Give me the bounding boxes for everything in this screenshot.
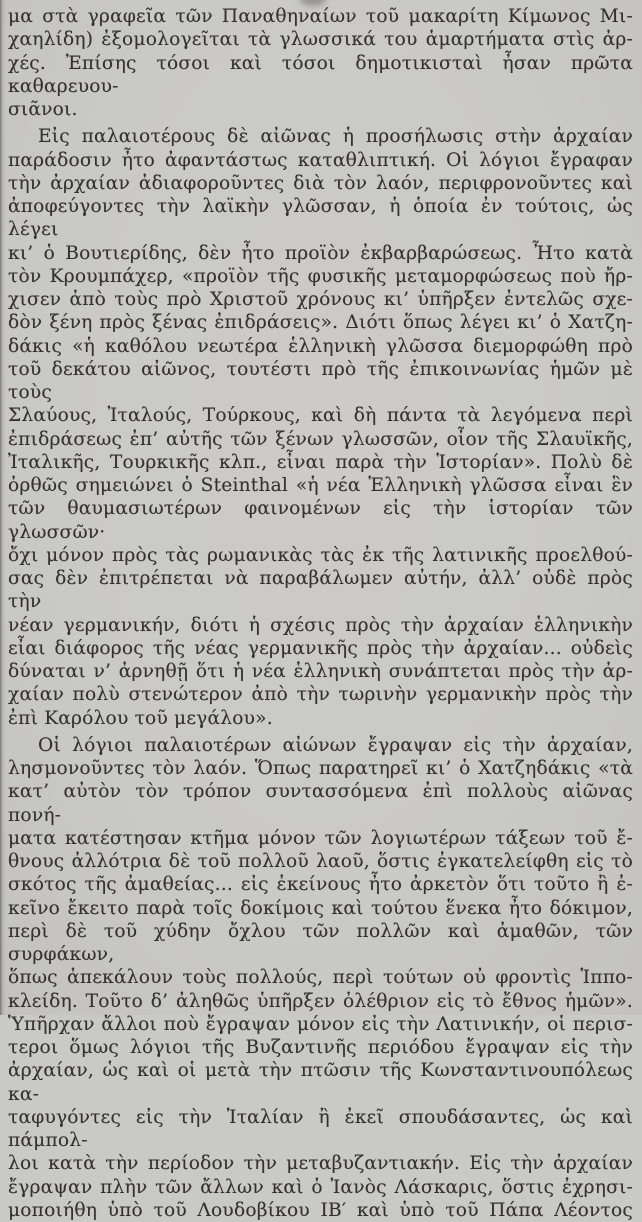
- text-line: ἐπὶ Καρόλου τοῦ μεγάλου».: [8, 707, 273, 729]
- text-line: θνους ἀλλότρια δὲ τοῦ πολλοῦ λαοῦ, ὅστις ἐγκατελείφθη εἰς τὸ: [8, 851, 633, 872]
- text-line: Ἰταλικῆς, Τουρκικῆς κλπ., εἶναι παρὰ τὴν Ἱστορίαν». Πολὺ δὲ: [8, 451, 633, 473]
- text-line: νέαν γερμανικήν, διότι ἡ σχέσις πρὸς τὴν ἀρχαίαν ἑλληνικὴν: [8, 614, 633, 636]
- text-line: ἀρχαίαν, ὡς καὶ οἱ μετὰ τὴν πτῶσιν τῆς Κωνσταντινουπόλεως κα-: [8, 1060, 633, 1105]
- text-line: ἀποφεύγοντες τὴν λαϊκὴν γλῶσσαν, ἡ ὁποία ἐν τούτοις, ὡς λέγει: [8, 196, 633, 241]
- text-line: Οἱ λόγιοι παλαιοτέρων αἰώνων ἔγραψαν εἰς τὴν ἀρχαίαν,: [38, 734, 633, 756]
- text-line: χαηλίδη) ἐξομολογεῖται τὰ γλωσσικά του ἁμαρτήματα στὶς ἀρ-: [8, 29, 633, 51]
- text-line: τεροι ὅμως λόγιοι τῆς Βυζαντινῆς περιόδου ἔγραψαν εἰς τὴν: [8, 1037, 633, 1058]
- text-line: ματα κατέστησαν κτῆμα μόνον τῶν λογιωτέρων τάξεων τοῦ ἔ-: [8, 827, 633, 849]
- text-line: ὀρθῶς σημειώνει ὁ Steinthal «ἡ νέα Ἑλληνικὴ γλῶσσα εἶναι ἓν: [8, 475, 633, 496]
- text-line: ταφυγόντες εἰς τὴν Ἰταλίαν ἢ ἐκεῖ σπουδάσαντες, ὡς καὶ πάμπολ-: [8, 1106, 633, 1151]
- text-line: δύναται ν’ ἀρνηθῇ ὅτι ἡ νέα ἑλληνικὴ συνάπτεται πρὸς τὴν ἀρ-: [8, 661, 633, 682]
- text-line: Ὑπῆρχαν ἄλλοι ποὺ ἔγραψαν μόνον εἰς τὴν Λατινικήν, οἱ περισ-: [8, 1013, 633, 1035]
- paragraph-1: [8, 5, 633, 121]
- text-line: σας δὲν ἐπιτρέπεται νὰ παραβάλωμεν αὐτήν, ἀλλ’ οὐδὲ πρὸς τὴν: [8, 568, 633, 613]
- text-line: δάκις «ἡ καθόλου νεωτέρα ἑλληνικὴ γλῶσσα διεμορφώθη πρὸ: [8, 335, 633, 357]
- text-line: δὸν ξένη πρὸς ξένας ἐπιδράσεις». Διότι ὅπως λέγει κι’ ὁ Χατζη-: [8, 312, 633, 334]
- text-line: τῶν θαυμασιωτέρων φαινομένων εἰς τὴν ἱστορίαν τῶν γλωσσῶν·: [8, 498, 633, 543]
- text-line: τὴν ἀρχαίαν ἀδιαφοροῦντες διὰ τὸν λαόν, περιφρονοῦντες καὶ: [8, 172, 633, 194]
- text-line: χές. Ἐπίσης τόσοι καὶ τόσοι δημοτικισταὶ ἦσαν πρῶτα καθαρευου-: [8, 52, 633, 97]
- text-line: μοποιήθη ὑπὸ τοῦ Λουδοβίκου ΙΒ′ καὶ ὑπὸ τοῦ Πάπα Λέοντος: [8, 1199, 633, 1221]
- text-line: κεῖνο ἔκειτο παρὰ τοῖς δοκίμοις καὶ τούτου ἕνεκα ἦτο δόκιμον,: [8, 897, 633, 919]
- paragraph-2: [8, 125, 633, 730]
- text-line: ἐπιδράσεως ἐπ’ αὐτῆς τῶν ξένων γλωσσῶν, οἷον τῆς Σλαυϊκῆς,: [8, 428, 633, 450]
- text-line: λοι κατὰ τὴν περίοδον τὴν μεταβυζαντιακήν. Εἰς τὴν ἀρχαίαν: [8, 1153, 633, 1175]
- text-line: μα στὰ γραφεῖα τῶν Παναθηναίων τοῦ μακαρίτη Κίμωνος Μι-: [8, 6, 633, 27]
- text-block: [8, 5, 633, 1222]
- text-line: παράδοσιν ἦτο ἀφαντάστως καταθλιπτική. Οἱ λόγιοι ἔγραφαν: [8, 149, 633, 171]
- text-line: Σλαύους, Ἰταλούς, Τούρκους, καὶ δὴ πάντα τὰ λεγόμενα περὶ: [8, 405, 633, 427]
- text-line: Εἰς παλαιοτέρους δὲ αἰῶνας ἡ προσήλωσις στὴν ἀρχαίαν: [38, 126, 633, 148]
- text-line: λησμονοῦντες τὸν λαόν. Ὅπως παρατηρεῖ κι’ ὁ Χατζηδάκις «τὰ: [8, 758, 633, 779]
- text-line: χισεν ἀπὸ τοὺς πρὸ Χριστοῦ χρόνους κι’ ὑπῆρξεν ἐντελῶς σχε-: [8, 289, 633, 310]
- text-line: εἶαι διάφορος τῆς νέας γερμανικῆς πρὸς τὴν ἀρχαίαν... οὐδεὶς: [8, 637, 633, 659]
- text-line: κι’ ὁ Βουτιερίδης, δὲν ἦτο προϊὸν ἐκβαρβαρώσεως. Ἦτο κατὰ: [8, 242, 633, 264]
- text-line: κλείδη. Τοῦτο δ’ ἀληθῶς ὑπῆρξεν ὀλέθριον εἰς τὸ ἔθνος ἡμῶν».: [8, 990, 633, 1012]
- text-line: σιᾶνοι.: [8, 99, 78, 120]
- text-line: κατ’ αὐτὸν τὸν τρόπον συντασσόμενα ἐπὶ πολλοὺς αἰῶνας πονή-: [8, 781, 633, 826]
- text-line: τοῦ δεκάτου αἰῶνος, τουτέστι πρὸ τῆς ἐπικοινωνίας ἡμῶν μὲ τοὺς: [8, 358, 633, 403]
- text-line: χαίαν πολὺ στενώτερον ἀπὸ τὴν τωρινὴν γερμανικὴν πρὸς τὴν: [8, 684, 633, 706]
- text-line: περὶ δὲ τοῦ χύδην ὄχλου τῶν πολλῶν καὶ ἀμαθῶν, τῶν συρφάκων,: [8, 920, 633, 965]
- text-line: σκότος τῆς ἀμαθείας... εἰς ἐκείνους ἦτο ἀρκετὸν ὅτι τοῦτο ἢ ἐ-: [8, 874, 633, 896]
- text-line: ὄχι μόνον πρὸς τὰς ρωμανικὰς τὰς ἐκ τῆς λατινικῆς προελθού-: [8, 544, 633, 566]
- text-line: ὅπως ἀπεκάλουν τοὺς πολλούς, περὶ τούτων οὐ φροντὶς Ἱππο-: [8, 967, 633, 989]
- scan-edge-shadow: [0, 0, 5, 1015]
- paragraph-3: [8, 734, 633, 1222]
- text-line: τὸν Κρουμπάχερ, «προϊὸν τῆς φυσικῆς μεταμορφώσεως ποὺ ἤρ-: [8, 265, 633, 287]
- text-line: ἔγραψαν πλὴν τῶν ἄλλων καὶ ὁ Ἰανὸς Λάσκαρις, ὅστις ἐχρησι-: [8, 1176, 633, 1198]
